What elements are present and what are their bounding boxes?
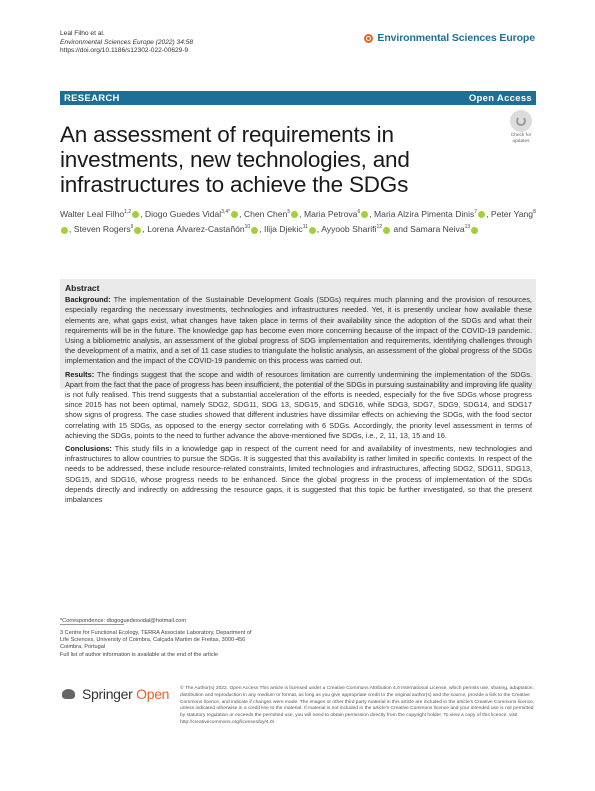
affiliation-note xyxy=(60,630,260,659)
orcid-icon[interactable] xyxy=(471,227,478,234)
author-name[interactable]: Chen Chen$^5$ xyxy=(244,209,299,219)
header-doi[interactable]: https://doi.org/10.1186/s12302-022-00629-9 xyxy=(60,47,189,55)
orcid-icon[interactable] xyxy=(61,227,68,234)
springer-horse-icon xyxy=(60,687,78,701)
author-name[interactable]: Diogo Guedes Vidal$^{3,4*}$ xyxy=(145,209,239,219)
running-header xyxy=(60,30,193,56)
author-name[interactable]: Samara Neiva$^{13}$ xyxy=(410,224,479,234)
journal-brand[interactable] xyxy=(364,32,535,44)
crossmark-label: Check for updates xyxy=(510,133,532,144)
author-name[interactable]: Steven Rogers$^9$ xyxy=(74,224,143,234)
author-name[interactable]: Maria Petrova$^6$ xyxy=(304,209,369,219)
full-list-note: Full list of author information is available at the end of the article xyxy=(60,651,218,658)
footnote-divider xyxy=(60,624,124,625)
article-title: An assessment of requirements in investments, new technologies, and infrastructures to achieve the SDGs xyxy=(60,122,410,197)
orcid-icon[interactable] xyxy=(383,227,390,234)
section-label: RESEARCH xyxy=(64,92,120,104)
open-access-label: Open Access xyxy=(468,92,532,104)
header-citation: Environmental Sciences Europe (2022) 34:58 xyxy=(60,38,194,46)
author-name[interactable]: Maria Alzira Pimenta Dinis$^7$ xyxy=(374,209,486,219)
author-list: Walter Leal Filho$^{1,2}$ , Diogo Guedes Vidal$^{3,4*}$ , Chen Chen$^5$ , Maria Petrova$^6$ , Maria Alzira Pimenta Dinis$^7$ , Peter Yang$^8$, Steven Rogers$^9$ , Lorena Álvarez-Castañón$^{10}$ , Ilija Djekic$^{11}$ , Ayyoob Sharifi$^{12}$ and Samara Neiva$^{13}$ xyxy=(60,208,536,235)
crossmark-icon xyxy=(510,110,532,132)
license-text: © The Author(s) 2022. Open Access This article is licensed under a Creative Commons Attribution 4.0 International License, which permits use, sharing, adaptation, distribution and reproduction in any medium or format, as long as you give appropriate credit to the original author(s) and the source, provide a link to the Creative Commons licence, and indicate if changes were made. The images or other third party material in this article are included in the article's Creative Commons licence, unless indicated otherwise in a credit line to the material. If material is not included in the article's Creative Commons licence and your intended use is not permitted by statutory regulation or exceeds the permitted use, you will need to obtain permission directly from the copyright holder. To view a copy of this licence, visit http://creativecommons.org/licenses/by/4.0/. xyxy=(180,686,535,725)
author-name[interactable]: Ayyoob Sharifi$^{12}$ xyxy=(321,224,391,234)
section-band xyxy=(60,91,536,105)
springer-open-logo xyxy=(60,686,169,702)
correspondence-note: *Correspondence: diogoguedesvidal@hotmail.com xyxy=(60,618,187,624)
results-text: The findings suggest that the scope and width of resources limitation are currently undermining the implementation of the SDGs. Apart from the fact that the pace of progress has been insufficient, the potential of the SDGs in pursuing sustainability and improving life quality is not fully realised. This trend suggests that a substantial acceleration of the efforts is needed, especially for the five SDGs whose progress since 2015 has not been optimal, namely SDG2, SDG11, SDG 13, SDG15, and SDG16, while SDG3, SDG7, SDG9, SDG14, and SDG17 show signs of progress. The case studies showed that different industries have dissimilar effects on achieving the SDGs, with the food sector correlating with 15 SDGs, as opposed to the energy sector correlating with 6 SDGs. Accordingly, the priority level assessment in terms of achieving the SDGs, points to the need to further advance the above-mentioned five SDGs, i.e., 2, 11, 13, 15 and 16. xyxy=(65,369,532,440)
orcid-icon[interactable] xyxy=(134,227,141,234)
conclusions-text: This study fills in a knowledge gap in respect of the current need for and availability of investments, new technologies and infrastructures to allow countries to pursue the SDGs. It is suggested that this availability is rather limited in specific contexts. In respect of the needs to be addressed, these include resource-related constraints, limited technologies and infrastructures, affecting SDG2, SDG11, SDG13, SDG15, and SDG16, whose progress needs to be enhanced. Since the global progress in the process of implementation of the SDGs depends directly and indirectly on addressing the resource gaps, it is suggested that this topic be further investigated, so that the present imbalances xyxy=(65,444,533,505)
orcid-icon[interactable] xyxy=(309,227,316,234)
background-text: The implementation of the Sustainable Development Goals (SDGs) requires much planning and the provision of resources, especially regarding the necessary investments, technologies and infrastructures needed. Yet, it is presently unclear how available these elements are, what gaps exist, what changes have taken place in terms of their availability since the adoption of the SDGs and what their requirements will be in the future. The knowledge gap has become even more concerning because of the impact of the COVID-19 pandemic. Using a bibliometric analysis, an assessment of the global progress of SDG implementation and requirements, identifying challenges through the development of a matrix, and a set of 11 case studies to triangulate the holistic analysis, an assessment of the global progress of the SDGs implementation and the impact of the COVID-19 pandemic on this process was carried out. xyxy=(65,295,532,366)
header-author: Leal Filho et al. xyxy=(60,30,105,37)
orcid-icon[interactable] xyxy=(478,211,485,218)
abstract xyxy=(65,283,532,508)
orcid-icon[interactable] xyxy=(231,211,238,218)
orcid-icon[interactable] xyxy=(361,211,368,218)
author-name[interactable]: Walter Leal Filho$^{1,2}$ xyxy=(60,209,140,219)
results-label: Results: xyxy=(65,369,95,379)
author-name[interactable]: Lorena Álvarez-Castañón$^{10}$ xyxy=(147,224,259,234)
affiliation-text: 3 Centre for Functional Ecology, TERRA Associate Laboratory, Department of Life Sciences, University of Coimbra, Calçada Martim de Freitas, 3000-456 Coimbra, Portugal xyxy=(60,630,252,651)
journal-name: Environmental Sciences Europe xyxy=(377,32,535,44)
check-for-updates-badge[interactable] xyxy=(506,110,536,144)
author-name[interactable]: Peter Yang$^8$ xyxy=(60,209,536,234)
journal-logo-icon xyxy=(364,34,373,43)
orcid-icon[interactable] xyxy=(132,211,139,218)
background-label: Background: xyxy=(65,295,111,305)
abstract-conclusions xyxy=(65,444,532,505)
abstract-background xyxy=(65,295,532,366)
orcid-icon[interactable] xyxy=(251,227,258,234)
abstract-results xyxy=(65,370,532,441)
conclusions-label: Conclusions: xyxy=(65,444,112,454)
springer-wordmark: Springer Open xyxy=(82,686,170,702)
orcid-icon[interactable] xyxy=(291,211,298,218)
abstract-heading: Abstract xyxy=(65,283,100,293)
author-name[interactable]: Ilija Djekic$^{11}$ xyxy=(264,224,317,234)
